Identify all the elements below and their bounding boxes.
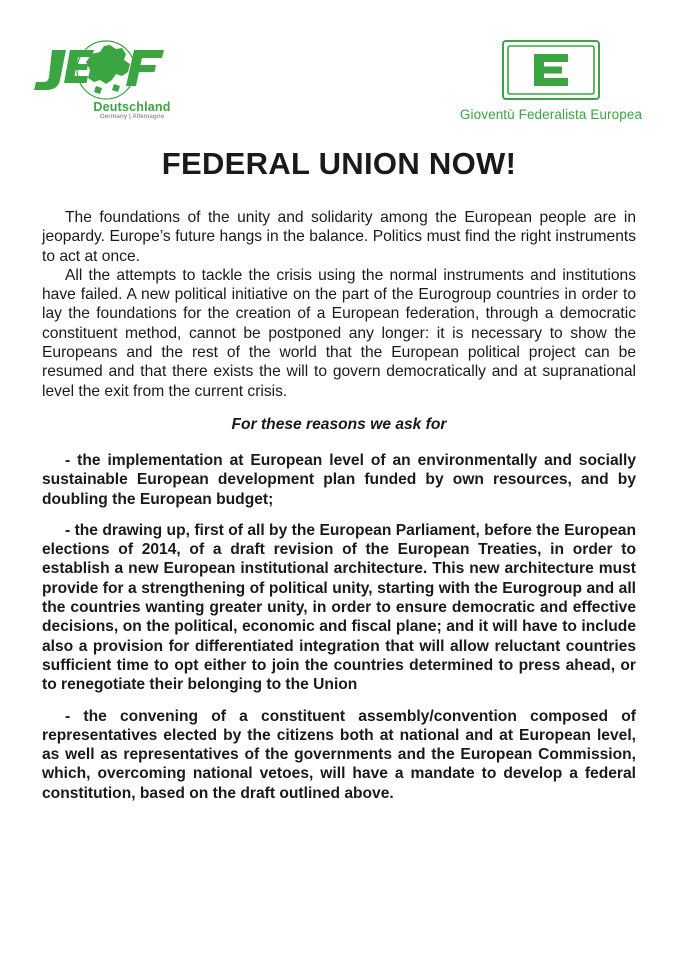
- intro-paragraph-1: The foundations of the unity and solidarity among the European people are in jeopardy. Europe’s future hangs in the balance. Politics must find the right instruments to act at once.: [42, 209, 636, 265]
- demands-subheading: For these reasons we ask for: [231, 415, 447, 433]
- gfe-logo: [446, 40, 656, 128]
- demand-item-3: - the convening of a constituent assembly/convention composed of representatives elected by the citizens both at national and at European level, as well as representatives of the governments and the European Commission, which, overcoming national vetoes, will have a mandate to develop a federal constitution, based on the draft outlined above.: [42, 707, 636, 802]
- gfe-name-label: Gioventù Federalista Europea: [459, 107, 643, 122]
- gfe-e-box-icon: [502, 40, 600, 100]
- demand-item-1: - the implementation at European level of an environmentally and socially sustainable European development plan funded by own resources, and by doubling the European budget;: [42, 451, 636, 508]
- jef-subtitle-label: Germany | Allemagne: [99, 113, 165, 120]
- intro-paragraph-2: All the attempts to tackle the crisis using the normal instruments and institutions have failed. A new political initiative on the part of the Eurogroup countries in order to lay the foundations for the creation of a European federation, through a democratic constituent method, cannot be postponed any longer: it is necessary to show the Europeans and the rest of the world that the European political project can be resumed and that there exists the will to govern democratically and at supranational level the exit from the current crisis.: [42, 266, 636, 400]
- document-body: [42, 208, 636, 815]
- jef-logo: [30, 40, 170, 122]
- jef-country-label: Deutschland: [93, 100, 171, 114]
- page-title: FEDERAL UNION NOW!: [161, 146, 517, 181]
- demand-item-2: - the drawing up, first of all by the European Parliament, before the European elections of 2014, of a draft revision of the European Treaties, in order to establish a new European institutional architecture. This new architecture must provide for a strengthening of political unity, starting with the Eurogroup and all the countries wanting greater unity, in order to ensure democratic and effective decisions, on the political, economic and fiscal plane; and it will have to include also a provision for differentiated integration that will allow reluctant countries sufficient time to opt either to join the countries determined to press ahead, or to renegotiate their belonging to the Union: [42, 521, 636, 694]
- jef-europe-map-icon: [30, 40, 170, 102]
